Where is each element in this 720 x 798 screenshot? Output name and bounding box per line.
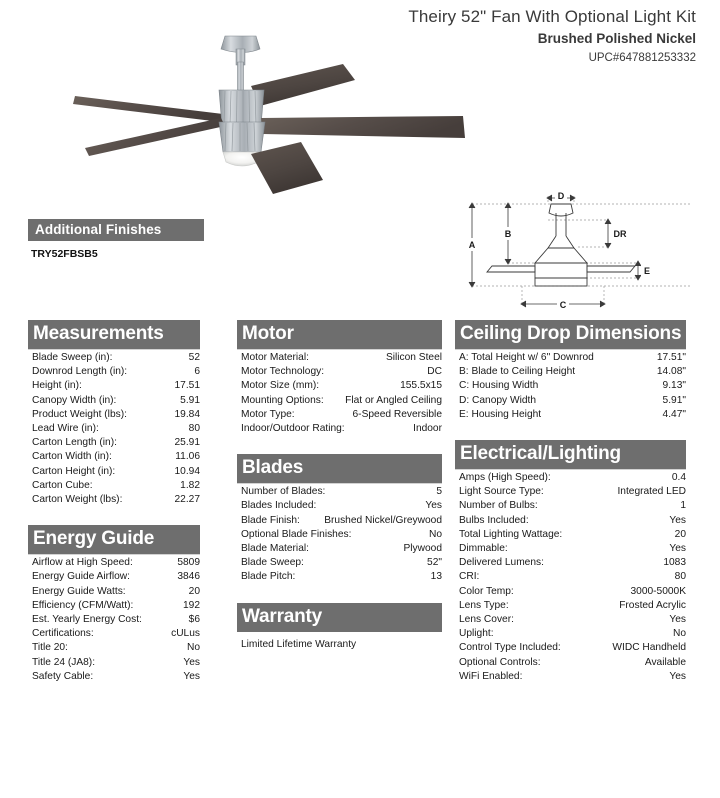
spec-label: Motor Size (mm): xyxy=(241,380,320,392)
spec-row xyxy=(28,493,200,507)
spec-value: Silicon Steel xyxy=(385,352,442,363)
spec-value: 3846 xyxy=(177,571,200,583)
spec-label: Blade Sweep: xyxy=(241,557,304,569)
spec-label: Mounting Options: xyxy=(241,394,324,406)
spec-value: 0.4 xyxy=(671,472,686,484)
spec-label: CRI: xyxy=(459,571,480,583)
motor-rows xyxy=(237,349,442,436)
spec-value: 5.91" xyxy=(662,394,686,406)
spec-row xyxy=(237,408,442,422)
spec-row xyxy=(237,570,442,584)
spec-row xyxy=(455,528,686,542)
spec-value: Flat or Angled Ceiling xyxy=(345,394,442,406)
spec-row xyxy=(455,471,686,485)
spec-row xyxy=(237,485,442,499)
spec-label: Number of Bulbs: xyxy=(459,500,538,512)
spec-label: Color Temp: xyxy=(459,585,514,597)
spec-value: 5 xyxy=(436,486,442,498)
spec-value: 192 xyxy=(183,599,200,611)
spec-row xyxy=(237,514,442,528)
spec-row xyxy=(455,394,686,408)
spec-row xyxy=(237,379,442,393)
spec-row xyxy=(28,627,200,641)
spec-value: 4.47" xyxy=(662,408,686,420)
spec-row xyxy=(455,585,686,599)
spec-row xyxy=(455,408,686,422)
dimension-arrows xyxy=(469,195,641,307)
spec-label: Est. Yearly Energy Cost: xyxy=(32,614,142,626)
spec-label: Energy Guide Airflow: xyxy=(32,571,130,583)
spec-row xyxy=(237,542,442,556)
section-electrical xyxy=(455,440,686,684)
spec-label: Safety Cable: xyxy=(32,670,94,682)
spec-value: 20 xyxy=(674,528,686,540)
spec-label: Lens Type: xyxy=(459,599,509,611)
spec-row xyxy=(455,365,686,379)
spec-row xyxy=(28,613,200,627)
spec-value: 20 xyxy=(188,585,200,597)
dim-label-e: E xyxy=(643,266,651,276)
additional-finishes-heading: Additional Finishes xyxy=(28,219,204,241)
spec-row xyxy=(28,465,200,479)
spec-label: Product Weight (lbs): xyxy=(32,408,127,420)
spec-value: 22.27 xyxy=(174,494,200,506)
column-middle xyxy=(237,320,442,670)
extension-lines xyxy=(472,196,690,306)
spec-value: Yes xyxy=(669,514,686,526)
spec-row xyxy=(455,613,686,627)
spec-value: 17.51" xyxy=(656,352,686,363)
spec-value: No xyxy=(186,642,200,654)
spec-value: No xyxy=(672,628,686,640)
spec-row xyxy=(28,408,200,422)
spec-label: E: Housing Height xyxy=(459,408,542,420)
spec-label: Blade Finish: xyxy=(241,514,300,526)
spec-row xyxy=(28,670,200,684)
motor-housing-graphic xyxy=(219,90,264,126)
spec-value: Brushed Nickel/Greywood xyxy=(324,514,442,526)
spec-label: Carton Width (in): xyxy=(32,451,112,463)
dim-label-c: C xyxy=(559,300,567,310)
spec-row xyxy=(455,499,686,513)
product-upc: UPC#647881253332 xyxy=(588,52,696,65)
spec-label: Title 24 (JA8): xyxy=(32,656,96,668)
spec-label: A: Total Height w/ 6" Downrod xyxy=(459,352,594,363)
section-blades xyxy=(237,454,442,584)
spec-row xyxy=(28,599,200,613)
spec-value: 52 xyxy=(188,352,200,363)
spec-row xyxy=(28,585,200,599)
spec-row xyxy=(28,641,200,655)
section-heading-energy-guide: Energy Guide xyxy=(28,525,200,554)
spec-value: Yes xyxy=(669,543,686,555)
spec-value: 52" xyxy=(427,557,442,569)
spec-label: Optional Blade Finishes: xyxy=(241,528,352,540)
spec-label: Carton Cube: xyxy=(32,479,93,491)
spec-label: Number of Blades: xyxy=(241,486,326,498)
measurements-rows xyxy=(28,349,200,507)
product-finish-subtitle: Brushed Polished Nickel xyxy=(537,30,696,46)
spec-label: Canopy Width (in): xyxy=(32,394,117,406)
spec-row xyxy=(455,570,686,584)
spec-label: Lens Cover: xyxy=(459,614,514,626)
spec-value: 13 xyxy=(430,571,442,583)
section-heading-blades: Blades xyxy=(237,454,442,483)
spec-row xyxy=(237,394,442,408)
spec-label: Uplight: xyxy=(459,628,494,640)
spec-row xyxy=(28,479,200,493)
spec-row xyxy=(237,422,442,436)
spec-value: WIDC Handheld xyxy=(612,642,686,654)
section-heading-warranty: Warranty xyxy=(237,603,442,632)
spec-row xyxy=(455,351,686,365)
spec-value: 25.91 xyxy=(174,437,200,449)
spec-row xyxy=(28,422,200,436)
spec-value: 80 xyxy=(188,423,200,435)
blades-rows xyxy=(237,483,442,584)
spec-row xyxy=(28,656,200,670)
spec-label: Blade Pitch: xyxy=(241,571,296,583)
warranty-text: Limited Lifetime Warranty xyxy=(241,638,357,650)
spec-value: 5809 xyxy=(177,557,200,569)
spec-row xyxy=(237,351,442,365)
additional-finishes-sku: TRY52FBSB5 xyxy=(31,248,98,260)
spec-value: Yes xyxy=(425,500,442,512)
electrical-rows xyxy=(455,469,686,684)
spec-row xyxy=(28,379,200,393)
spec-label: Total Lighting Wattage: xyxy=(459,528,563,540)
spec-value: 17.51 xyxy=(174,380,200,392)
spec-label: B: Blade to Ceiling Height xyxy=(459,366,576,378)
spec-label: Title 20: xyxy=(32,642,68,654)
spec-value: 9.13" xyxy=(662,380,686,392)
canopy-graphic xyxy=(221,36,260,92)
dimension-diagram xyxy=(452,190,692,312)
spec-row xyxy=(237,556,442,570)
spec-value: 6 xyxy=(194,366,200,378)
column-right xyxy=(455,320,686,702)
spec-label: Indoor/Outdoor Rating: xyxy=(241,423,345,435)
section-heading-motor: Motor xyxy=(237,320,442,349)
spec-row xyxy=(237,528,442,542)
spec-value: Frosted Acrylic xyxy=(619,599,686,611)
spec-label: WiFi Enabled: xyxy=(459,670,523,682)
spec-label: Certifications: xyxy=(32,628,94,640)
spec-label: Lead Wire (in): xyxy=(32,423,99,435)
spec-label: Motor Technology: xyxy=(241,366,325,378)
spec-row xyxy=(28,450,200,464)
spec-value: Yes xyxy=(183,656,200,668)
spec-row xyxy=(237,499,442,513)
section-heading-electrical: Electrical/Lighting xyxy=(455,440,686,469)
spec-row xyxy=(455,379,686,393)
spec-label: Efficiency (CFM/Watt): xyxy=(32,599,134,611)
spec-row xyxy=(28,365,200,379)
fan-outline xyxy=(487,204,635,286)
spec-label: Energy Guide Watts: xyxy=(32,585,126,597)
spec-row xyxy=(455,599,686,613)
spec-value: 3000-5000K xyxy=(630,585,686,597)
spec-value: 80 xyxy=(674,571,686,583)
spec-label: Carton Length (in): xyxy=(32,437,117,449)
section-warranty xyxy=(237,603,442,652)
spec-label: Airflow at High Speed: xyxy=(32,557,133,569)
spec-value: 1.82 xyxy=(180,479,200,491)
spec-row xyxy=(237,365,442,379)
spec-value: 1083 xyxy=(663,557,686,569)
spec-label: Dimmable: xyxy=(459,543,508,555)
section-measurements xyxy=(28,320,200,507)
spec-row xyxy=(455,556,686,570)
spec-value: cULus xyxy=(171,628,200,640)
spec-value: Yes xyxy=(669,670,686,682)
spec-row xyxy=(455,641,686,655)
spec-value: 5.91 xyxy=(180,394,200,406)
spec-value: Integrated LED xyxy=(617,486,686,498)
spec-value: 1 xyxy=(680,500,686,512)
spec-value: 19.84 xyxy=(174,408,200,420)
section-heading-ceiling-drop: Ceiling Drop Dimensions xyxy=(455,320,686,349)
spec-value: Yes xyxy=(669,614,686,626)
spec-label: C: Housing Width xyxy=(459,380,539,392)
spec-label: Optional Controls: xyxy=(459,656,541,668)
spec-value: Yes xyxy=(183,670,200,682)
spec-value: Plywood xyxy=(403,543,442,555)
spec-row xyxy=(28,394,200,408)
spec-row xyxy=(455,485,686,499)
spec-value: $6 xyxy=(188,614,200,626)
spec-label: Light Source Type: xyxy=(459,486,544,498)
spec-row xyxy=(455,670,686,684)
spec-row xyxy=(28,351,200,365)
spec-value: No xyxy=(428,528,442,540)
section-energy-guide xyxy=(28,525,200,684)
spec-value: 11.06 xyxy=(175,451,200,463)
spec-value: Available xyxy=(644,656,686,668)
spec-label: Motor Material: xyxy=(241,352,309,363)
spec-row xyxy=(455,542,686,556)
spec-value: 6-Speed Reversible xyxy=(352,408,442,420)
spec-value: Indoor xyxy=(413,423,442,435)
fan-blades-lower xyxy=(251,142,323,194)
spec-label: Carton Height (in): xyxy=(32,465,116,477)
spec-label: Blade Material: xyxy=(241,543,309,555)
spec-value: 14.08" xyxy=(656,366,686,378)
spec-label: Blade Sweep (in): xyxy=(32,352,113,363)
energy-guide-rows xyxy=(28,554,200,684)
spec-value: 155.5x15 xyxy=(400,380,442,392)
spec-label: Carton Weight (lbs): xyxy=(32,494,123,506)
dim-label-dr: DR xyxy=(613,229,627,239)
section-ceiling-drop xyxy=(455,320,686,422)
spec-row xyxy=(455,656,686,670)
spec-value: DC xyxy=(427,366,442,378)
spec-label: Blades Included: xyxy=(241,500,317,512)
spec-label: D: Canopy Width xyxy=(459,394,537,406)
page-title: Theiry 52" Fan With Optional Light Kit xyxy=(408,7,696,26)
spec-label: Motor Type: xyxy=(241,408,295,420)
spec-label: Control Type Included: xyxy=(459,642,561,654)
spec-row xyxy=(28,436,200,450)
spec-label: Bulbs Included: xyxy=(459,514,529,526)
dim-label-b: B xyxy=(504,229,512,239)
spec-row xyxy=(28,556,200,570)
spec-label: Height (in): xyxy=(32,380,82,392)
spec-row xyxy=(455,627,686,641)
dim-label-a: A xyxy=(468,240,476,250)
column-left xyxy=(28,320,200,702)
spec-value: 10.94 xyxy=(174,465,200,477)
product-header xyxy=(408,6,696,68)
spec-label: Amps (High Speed): xyxy=(459,472,551,484)
section-motor xyxy=(237,320,442,436)
spec-label: Downrod Length (in): xyxy=(32,366,128,378)
spec-row xyxy=(455,514,686,528)
ceiling-drop-rows xyxy=(455,349,686,422)
section-heading-measurements: Measurements xyxy=(28,320,200,349)
fan-blades-upper xyxy=(73,64,355,122)
spec-row xyxy=(28,570,200,584)
spec-label: Delivered Lumens: xyxy=(459,557,544,569)
dim-label-d: D xyxy=(557,191,565,201)
additional-finishes-block xyxy=(28,219,204,260)
